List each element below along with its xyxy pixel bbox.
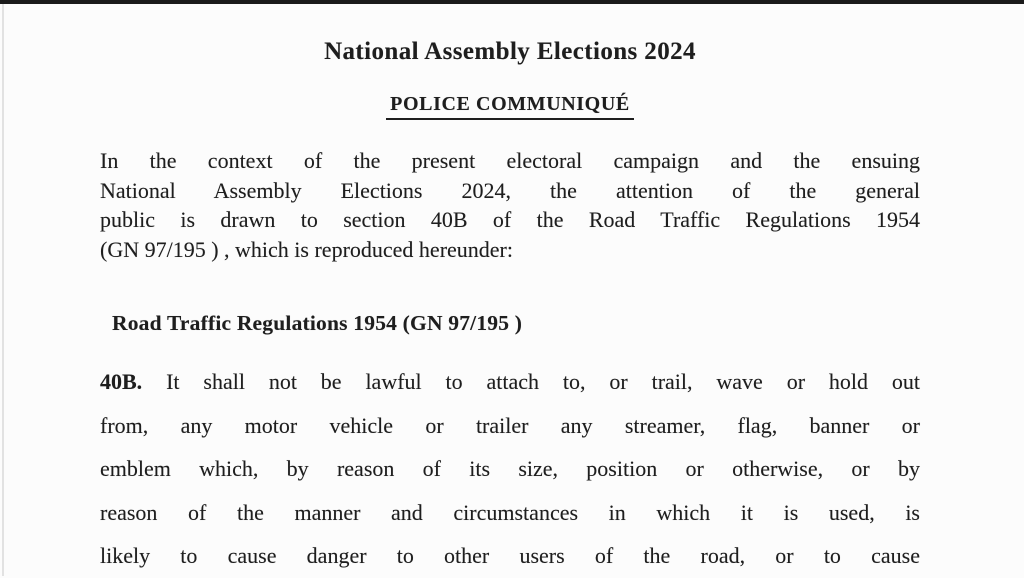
document-subtitle-text: POLICE COMMUNIQUÉ [386, 92, 634, 120]
clause-first-line [100, 360, 920, 404]
text-line: (GN 97/195 ) , which is reproduced hereunder: [100, 236, 513, 262]
clause-first-line-text: It shall not be lawful to attach to, or trail, wave or hold out [166, 369, 921, 395]
intro-paragraph [100, 146, 920, 264]
text-line: emblem which, by reason of its size, position or otherwise, or by [100, 456, 920, 482]
text-line: In the context of the present electoral campaign and the ensuing [100, 148, 920, 174]
text-line: public is drawn to section 40B of the Road Traffic Regulations 1954 [100, 207, 920, 233]
document-subtitle [100, 92, 920, 120]
text-line: National Assembly Elections 2024, the attention of the general [100, 177, 920, 203]
clause-paragraph [100, 360, 920, 578]
document-title: National Assembly Elections 2024 [324, 38, 696, 65]
clause-remaining-lines [100, 404, 920, 578]
text-line: from, any motor vehicle or trailer any streamer, flag, banner or [100, 412, 920, 438]
section-heading: Road Traffic Regulations 1954 (GN 97/195 ) [112, 311, 523, 336]
text-line: reason of the manner and circumstances in which it is used, is [100, 499, 920, 525]
text-line: likely to cause danger to other users of the road, or to cause [100, 543, 920, 569]
clause-number: 40B. [100, 369, 143, 395]
